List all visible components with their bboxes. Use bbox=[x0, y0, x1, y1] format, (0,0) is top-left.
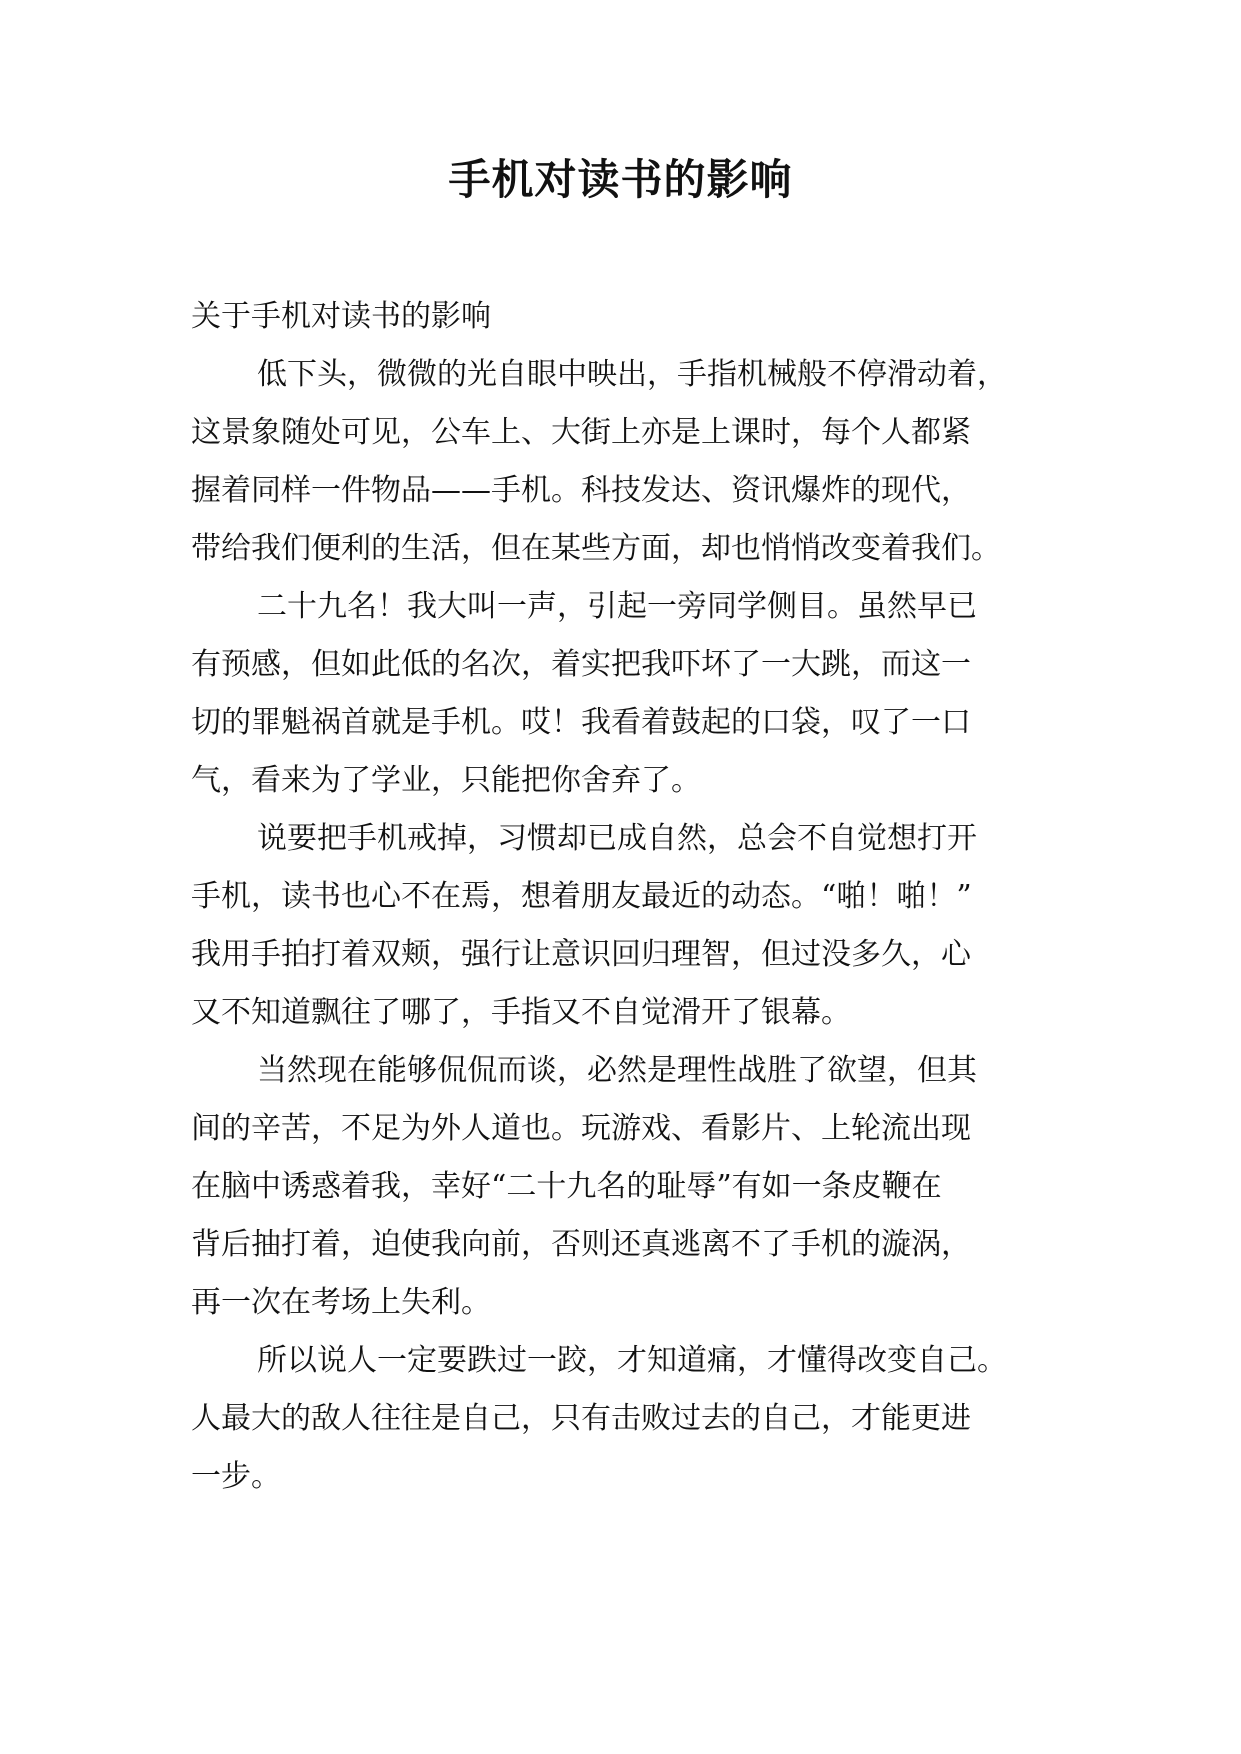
paragraph-1-line-4: 带给我们便利的生活，但在某些方面，却也悄悄改变着我们。 bbox=[191, 531, 1001, 566]
paragraph-4-line-5: 再一次在考场上失利。 bbox=[191, 1285, 491, 1320]
paragraph-1-line-2: 这景象随处可见，公车上、大街上亦是上课时，每个人都紧 bbox=[191, 415, 971, 450]
paragraph-3-line-2: 手机，读书也心不在焉，想着朋友最近的动态。“啪！啪！” bbox=[191, 879, 972, 914]
paragraph-5-line-2: 人最大的敌人往往是自己，只有击败过去的自己，才能更进 bbox=[191, 1401, 971, 1436]
document-body bbox=[191, 288, 1061, 1506]
paragraph-2-line-2: 有预感，但如此低的名次，着实把我吓坏了一大跳，而这一 bbox=[191, 647, 971, 682]
paragraph-2-line-3: 切的罪魁祸首就是手机。哎！我看着鼓起的口袋，叹了一口 bbox=[191, 705, 971, 740]
document-title: 手机对读书的影响 bbox=[448, 155, 793, 204]
paragraph-5-line-3: 一步。 bbox=[191, 1459, 281, 1494]
paragraph-2-line-1: 二十九名！我大叫一声，引起一旁同学侧目。虽然早已 bbox=[257, 589, 977, 624]
subtitle-line: 关于手机对读书的影响 bbox=[191, 299, 491, 334]
paragraph-3-line-1: 说要把手机戒掉，习惯却已成自然，总会不自觉想打开 bbox=[257, 821, 977, 856]
paragraph-3-line-4: 又不知道飘往了哪了，手指又不自觉滑开了银幕。 bbox=[191, 995, 851, 1030]
paragraph-5-line-1: 所以说人一定要跌过一跤，才知道痛，才懂得改变自己。 bbox=[257, 1343, 1007, 1378]
paragraph-4-line-3: 在脑中诱惑着我，幸好“二十九名的耻辱”有如一条皮鞭在 bbox=[191, 1169, 942, 1204]
paragraph-1-line-3: 握着同样一件物品——手机。科技发达、资讯爆炸的现代， bbox=[191, 473, 971, 508]
paragraph-4-line-4: 背后抽打着，迫使我向前，否则还真逃离不了手机的漩涡， bbox=[191, 1227, 971, 1262]
paragraph-1-line-1: 低下头，微微的光自眼中映出，手指机械般不停滑动着， bbox=[257, 357, 1007, 392]
paragraph-2-line-4: 气，看来为了学业，只能把你舍弃了。 bbox=[191, 763, 701, 798]
paragraph-4-line-2: 间的辛苦，不足为外人道也。玩游戏、看影片、上轮流出现 bbox=[191, 1111, 971, 1146]
paragraph-4-line-1: 当然现在能够侃侃而谈，必然是理性战胜了欲望，但其 bbox=[257, 1053, 977, 1088]
paragraph-3-line-3: 我用手拍打着双颊，强行让意识回归理智，但过没多久，心 bbox=[191, 937, 971, 972]
